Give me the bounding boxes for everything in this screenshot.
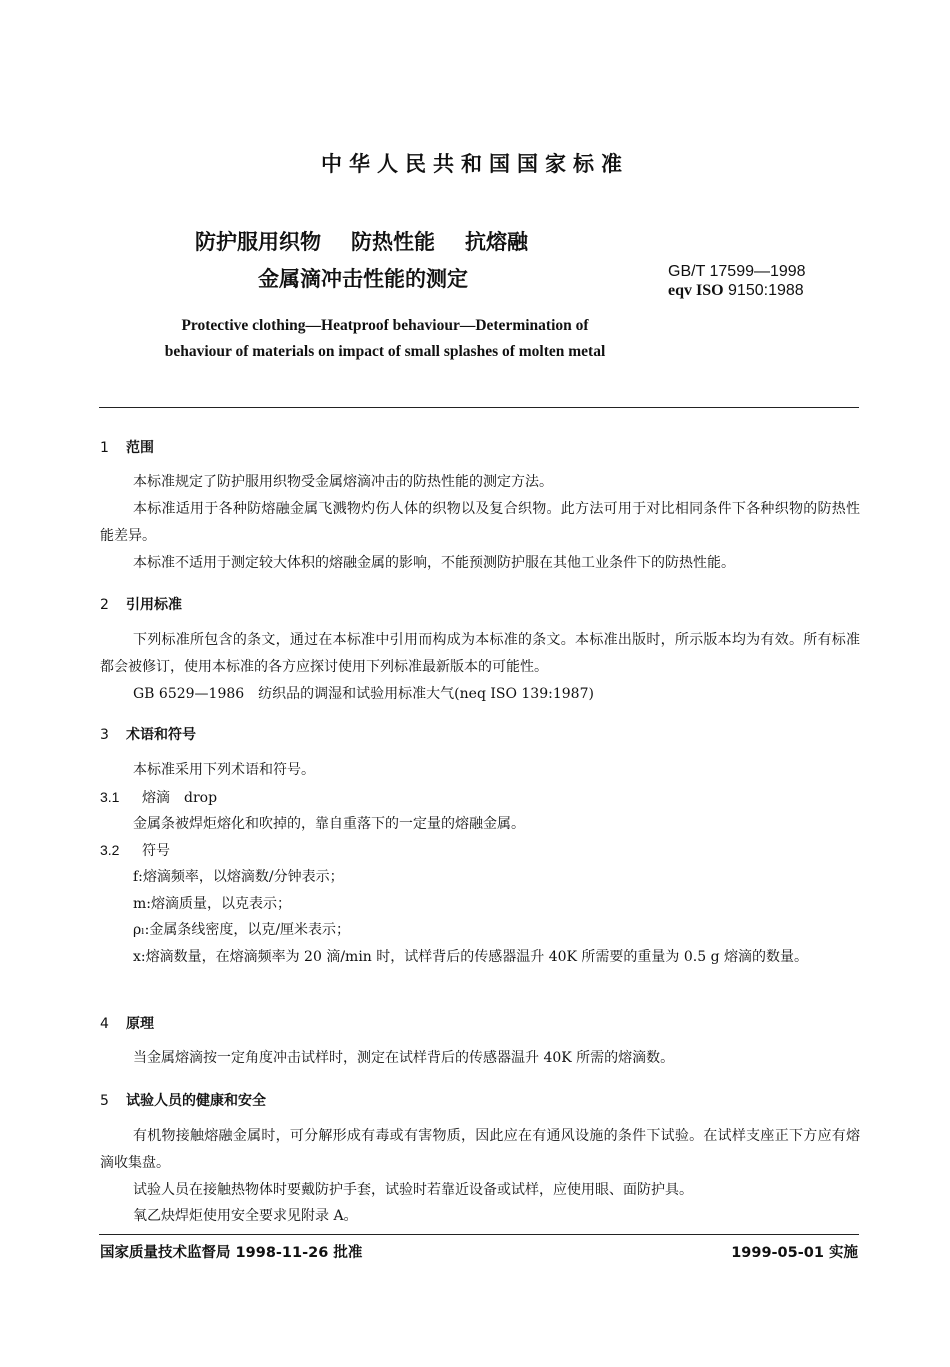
section-5-heading: 5 试验人员的健康和安全 <box>100 1093 266 1109</box>
section-4-title: 原理 <box>126 1016 154 1032</box>
section-4-para-1: 当金属熔滴按一定角度冲击试样时，测定在试样背后的传感器温升 40K 所需的熔滴数。 <box>133 1050 675 1066</box>
section-5-para-3: 氧乙炔焊炬使用安全要求见附录 A。 <box>133 1208 358 1224</box>
subsection-3-2: 3.2 符号 <box>100 842 170 859</box>
title-zh-line2: 金属滴冲击性能的测定 <box>258 267 468 291</box>
title-zh-part3: 抗熔融 <box>465 230 528 254</box>
section-1-title: 范围 <box>126 440 154 456</box>
symbol-rho: ρₗ:金属条线密度，以克/厘米表示； <box>133 922 351 938</box>
eqv-label: eqv ISO <box>668 282 724 299</box>
section-2-title: 引用标准 <box>126 597 182 613</box>
eqv-value: 9150:1988 <box>728 282 804 299</box>
title-en <box>0 313 770 365</box>
section-2-para-1: 下列标准所包含的条文，通过在本标准中引用而构成为本标准的条文。本标准出版时，所示版本均为有效。所有标准都会被修订，使用本标准的各方应探讨使用下列标准最新版本的可能性。 <box>100 632 860 675</box>
approval-date: 国家质量技术监督局 1998-11-26 批准 <box>100 1245 363 1261</box>
symbol-x: x:熔滴数量，在熔滴频率为 20 滴/min 时，试样背后的传感器温升 40K 所需要的重量为 0.5 g 熔滴的数量。 <box>133 949 809 965</box>
gb-number: GB/T 17599—1998 <box>668 263 806 280</box>
section-1-para-2: 本标准适用于各种防熔融金属飞溅物灼伤人体的织物以及复合织物。此方法可用于对比相同条件下各种织物的防热性能差异。 <box>100 501 860 544</box>
section-1-heading: 1 范围 <box>100 440 154 456</box>
section-4-heading: 4 原理 <box>100 1016 154 1032</box>
eqv-number <box>668 281 806 300</box>
effective-date: 1999-05-01 实施 <box>731 1245 858 1261</box>
section-3-para-1: 本标准采用下列术语和符号。 <box>133 762 315 778</box>
section-3-heading: 3 术语和符号 <box>100 727 196 743</box>
standard-number <box>668 262 806 300</box>
section-2-reference: GB 6529—1986 纺织品的调湿和试验用标准大气(neq ISO 139:1987) <box>133 686 594 702</box>
title-zh-part2: 防热性能 <box>351 230 435 254</box>
section-1-para-3: 本标准不适用于测定较大体积的熔融金属的影响，不能预测防护服在其他工业条件下的防热性能。 <box>133 555 735 571</box>
top-divider <box>99 407 859 408</box>
symbol-m: m:熔滴质量，以克表示； <box>133 896 291 912</box>
title-en-line1: Protective clothing—Heatproof behaviour—Determination of <box>181 317 589 334</box>
bottom-divider <box>99 1234 859 1235</box>
subsection-3-1: 3.1 熔滴 drop <box>100 789 218 806</box>
title-zh-part1: 防护服用织物 <box>195 230 321 254</box>
symbol-f: f:熔滴频率，以熔滴数/分钟表示； <box>133 869 344 885</box>
title-zh-line1 <box>195 226 558 256</box>
section-5-title: 试验人员的健康和安全 <box>126 1093 266 1109</box>
section-1-para-1: 本标准规定了防护服用织物受金属熔滴冲击的防热性能的测定方法。 <box>133 474 553 490</box>
section-3-title: 术语和符号 <box>126 727 196 743</box>
section-5-para-2: 试验人员在接触热物体时要戴防护手套，试验时若靠近设备或试样，应使用眼、面防护具。 <box>133 1182 693 1198</box>
subsection-3-1-definition: 金属条被焊炬熔化和吹掉的，靠自重落下的一定量的熔融金属。 <box>133 816 525 832</box>
section-2-heading: 2 引用标准 <box>100 597 182 613</box>
section-5-para-1: 有机物接触熔融金属时，可分解形成有毒或有害物质，因此应在有通风设施的条件下试验。在试样支座正下方应有熔滴收集盘。 <box>100 1128 860 1171</box>
title-en-line2: behaviour of materials on impact of small splashes of molten metal <box>164 343 606 360</box>
subsection-3-2-title: 符号 <box>142 843 170 859</box>
document-header: 中华人民共和国国家标准 <box>321 152 629 176</box>
subsection-3-1-title: 熔滴 drop <box>142 790 218 806</box>
